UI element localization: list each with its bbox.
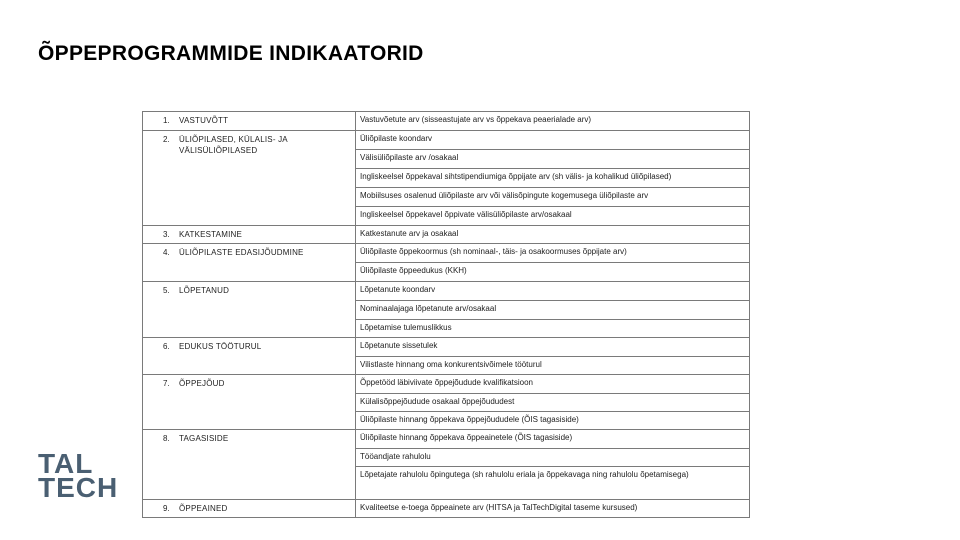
slide-title: ÕPPEPROGRAMMIDE INDIKAATORID [38,42,424,65]
indicator-text: Vastuvõetute arv (sisseastujate arv vs õppekava peaerialade arv) [360,115,592,124]
table-row [143,226,749,243]
category-cell [143,112,356,130]
indicator-text: Üliõpilaste hinnang õppekava õppejõududele (ÕIS tagasiside) [360,415,579,424]
indicator-text: Lõpetajate rahulolu õpingutega (sh rahulolu eriala ja õppekavaga ning rahulolu õpetamisega) [360,470,689,479]
category-number: 9. [163,504,170,513]
category-number: 8. [163,434,170,443]
category-number: 2. [163,135,170,144]
indicator-cell [356,150,749,168]
category-cell [143,500,356,517]
category-number: 6. [163,342,170,351]
indicator-text: Üliõpilaste hinnang õppekava õppeainetele (ÕIS tagasiside) [360,433,573,442]
indicator-text: Lõpetanute sissetulek [360,341,438,350]
category-number: 5. [163,286,170,295]
indicator-text: Lõpetamise tulemuslikkus [360,323,452,332]
indicator-cell [356,226,749,243]
indicator-text: Õppetööd läbiviivate õppejõudude kvalifikatsioon [360,378,534,387]
category-label: TAGASISIDE [179,434,229,443]
indicator-cell [356,169,749,187]
indicator-text: Lõpetanute koondarv [360,285,436,294]
logo-line-2: TECH [38,472,119,503]
indicator-cell [356,282,749,300]
indicator-text: Külalisõppejõudude osakaal õppejõududest [360,397,515,406]
indicator-cell [356,301,749,319]
category-label: ÜLIÕPILASED, KÜLALIS- JA [179,135,288,144]
indicator-text: Tööandjate rahulolu [360,452,431,461]
indicator-cell [356,357,749,374]
indicator-cell [356,375,749,393]
indicator-cell [356,338,749,356]
indicator-text: Nominaalajaga lõpetanute arv/osakaal [360,304,497,313]
indicator-cell [356,188,749,206]
indicator-text: Üliõpilaste koondarv [360,134,433,143]
indicator-cell [356,394,749,411]
category-cell [143,226,356,243]
category-label: ÕPPEJÕUD [179,379,225,388]
category-number: 4. [163,248,170,257]
indicator-text: Üliõpilaste õppeedukus (KKH) [360,266,467,275]
indicator-text: Üliõpilaste õppekoormus (sh nominaal-, täis- ja osakoormuses õppijate arv) [360,247,627,256]
indicator-text: Ingliskeelsel õppekavel õppivate välisüliõpilaste arv/osakaal [360,210,572,219]
indicator-text: Mobiilsuses osalenud üliõpilaste arv või välisõpingute kogemusega üliõpilaste arv [360,191,649,200]
indicator-cell [356,467,749,485]
indicator-cell [356,449,749,466]
category-number: 1. [163,116,170,125]
category-label: VASTUVÕTT [179,116,229,125]
indicator-text: Välisüliõpilaste arv /osakaal [360,153,459,162]
logo-line-1: TAL [38,448,94,479]
indicator-table [142,111,750,518]
indicator-text: Ingliskeelsel õppekaval sihtstipendiumiga õppijate arv (sh välis- ja kohalikud üliõpilased) [360,172,672,181]
category-number: 3. [163,230,170,239]
indicator-cell [356,112,749,130]
category-label: ÜLIÕPILASTE EDASIJÕUDMINE [179,248,304,257]
indicator-cell [356,263,749,281]
indicator-cell [356,244,749,262]
indicator-text: Vilistlaste hinnang oma konkurentsivõimele tööturul [360,360,542,369]
indicator-cell [356,412,749,429]
category-number: 7. [163,379,170,388]
category-label: LÕPETANUD [179,286,230,295]
table-row [143,500,749,517]
category-label: ÕPPEAINED [179,504,228,513]
indicator-cell [356,320,749,337]
indicator-cell [356,430,749,448]
indicator-cell [356,500,749,517]
indicator-text: Kvaliteetse e-toega õppeainete arv (HITSA ja TalTechDigital taseme kursused) [360,503,638,512]
taltech-logo [38,448,119,503]
indicator-text: Katkestanute arv ja osakaal [360,229,459,238]
indicator-cell [356,207,749,225]
category-label: KATKESTAMINE [179,230,243,239]
table-row [143,112,749,130]
indicator-cell [356,131,749,149]
category-label-line2: VÄLISÜLIÕPILASED [179,146,258,155]
category-label: EDUKUS TÖÖTURUL [179,342,262,351]
